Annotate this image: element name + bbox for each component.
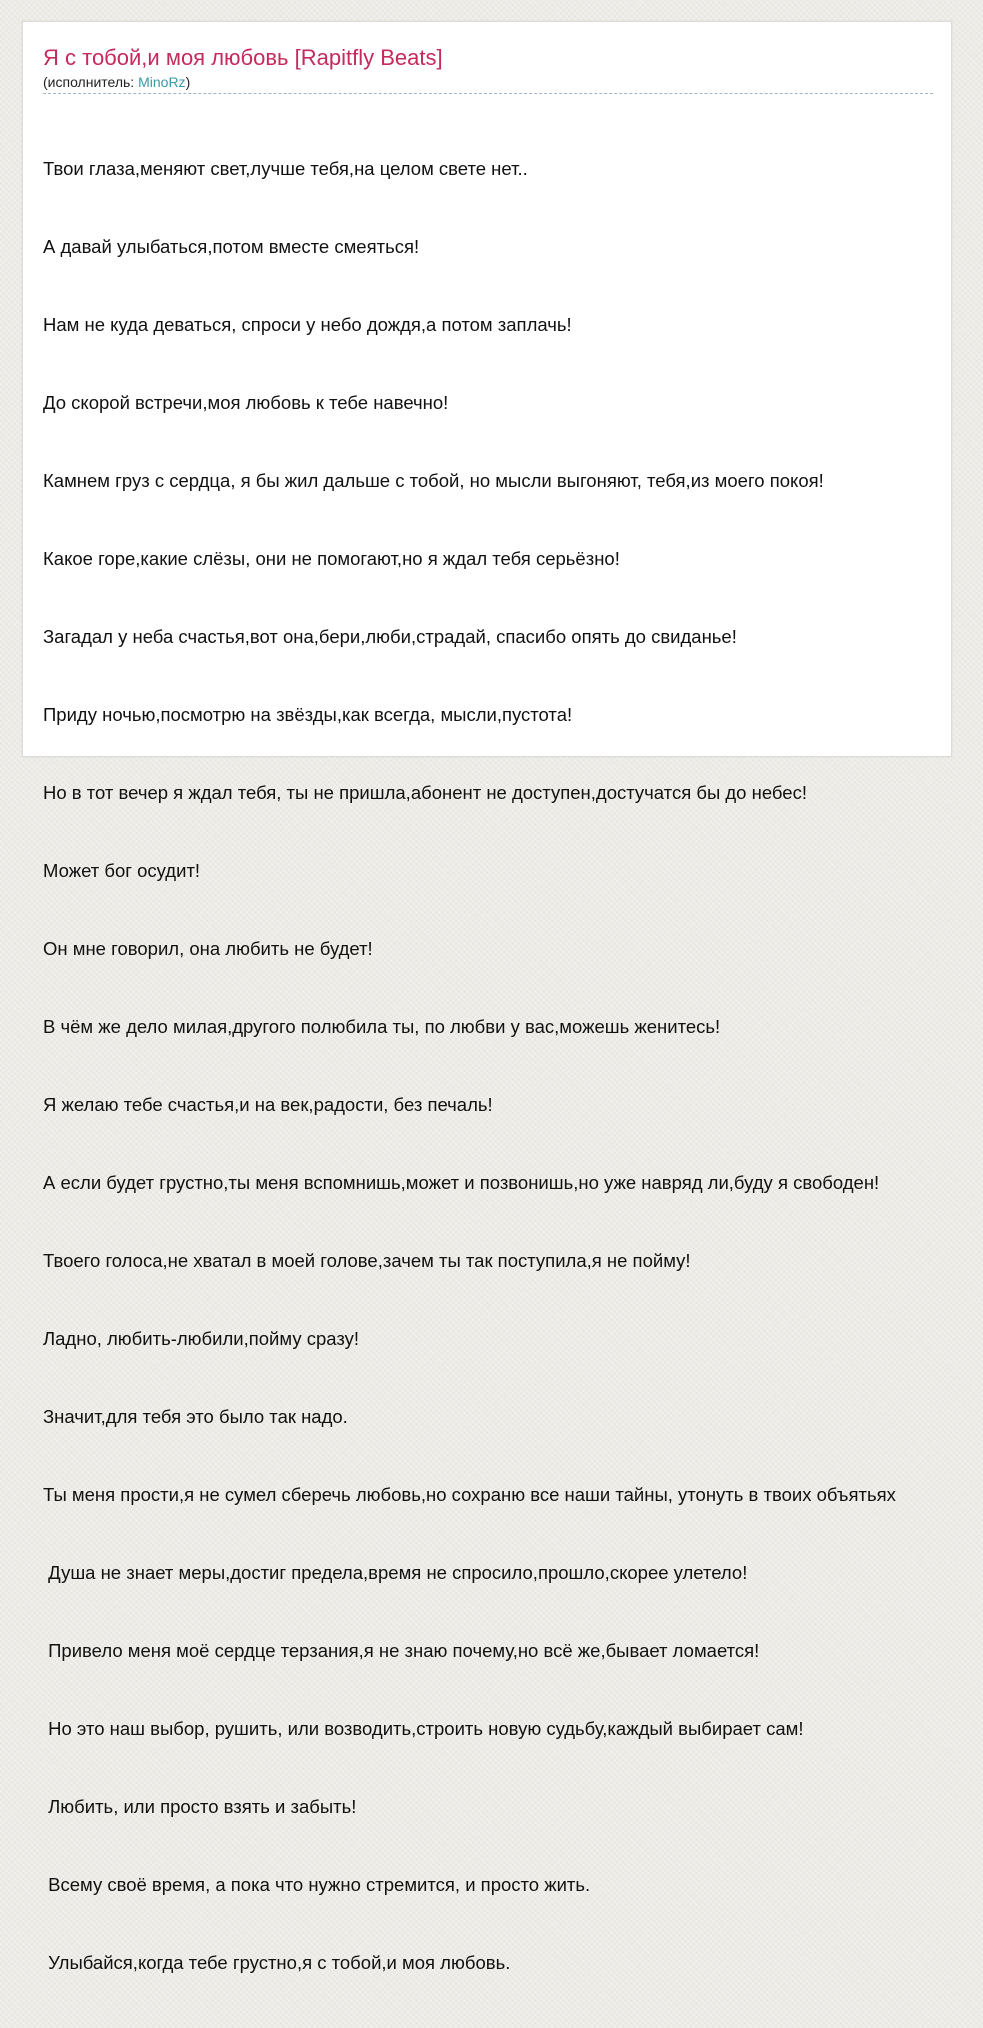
lyric-line: Любить, или просто взять и забыть! bbox=[43, 1796, 357, 1817]
lyrics-card bbox=[22, 21, 952, 1973]
lyric-line: Значит,для тебя это было так надо. bbox=[43, 1406, 348, 1427]
lyric-line: Привело меня моё сердце терзания,я не знаю почему,но всё же,бывает ломается! bbox=[43, 1640, 760, 1661]
lyric-line: Какое горе,какие слёзы, они не помогают,но я ждал тебя серьёзно! bbox=[43, 548, 620, 569]
lyric-line: Приду ночью,посмотрю на звёзды,как всегда, мысли,пустота! bbox=[43, 704, 573, 725]
lyric-line: А давай улыбаться,потом вместе смеяться! bbox=[43, 236, 420, 257]
lyric-line: Ты меня прости,я не сумел сберечь любовь,но сохраню все наши тайны, утонуть в твоих объятьях bbox=[43, 1484, 896, 1505]
artist-prefix: (исполнитель: bbox=[43, 74, 139, 90]
song-title: Я с тобой,и моя любовь [Rapitfly Beats] bbox=[43, 45, 443, 70]
lyric-line: А если будет грустно,ты меня вспомнишь,может и позвонишь,но уже навряд ли,буду я свободен! bbox=[43, 1172, 880, 1193]
artist-suffix: ) bbox=[185, 74, 191, 90]
lyric-line: Загадал у неба счастья,вот она,бери,люби,страдай, спасибо опять до свиданье! bbox=[43, 626, 737, 647]
lyric-line: До скорой встречи,моя любовь к тебе навечно! bbox=[43, 392, 449, 413]
lyric-line: Улыбайся,когда тебе грустно,я с тобой,и моя любовь. bbox=[43, 1952, 511, 1973]
lyric-line: Я желаю тебе счастья,и на век,радости, без печаль! bbox=[43, 1094, 493, 1115]
lyric-line: Нам не куда деваться, спроси у небо дождя,а потом заплачь! bbox=[43, 314, 572, 335]
lyric-line: Ладно, любить-любили,пойму сразу! bbox=[43, 1328, 359, 1349]
lyric-line: Твоего голоса,не хватал в моей голове,зачем ты так поступила,я не пойму! bbox=[43, 1250, 691, 1271]
lyric-line: Он мне говорил, она любить не будет! bbox=[43, 938, 373, 959]
song-header bbox=[43, 44, 933, 94]
lyric-line: Но это наш выбор, рушить, или возводить,строить новую судьбу,каждый выбирает сам! bbox=[43, 1718, 804, 1739]
artist-link[interactable]: MinoRz bbox=[138, 74, 186, 90]
lyric-line: Камнем груз с сердца, я бы жил дальше с тобой, но мысли выгоняют, тебя,из моего покоя! bbox=[43, 470, 824, 491]
lyric-line: В чём же дело милая,другого полюбила ты, по любви у вас,можешь женитесь! bbox=[43, 1016, 721, 1037]
lyric-line: Твои глаза,меняют свет,лучше тебя,на целом свете нет.. bbox=[43, 158, 528, 179]
lyrics-text bbox=[43, 104, 983, 2028]
lyric-line: Душа не знает меры,достиг предела,время не спросило,прошло,скорее улетело! bbox=[43, 1562, 748, 1583]
lyric-line: Может бог осудит! bbox=[43, 860, 201, 881]
lyric-line: Всему своё время, а пока что нужно стремится, и просто жить. bbox=[43, 1874, 591, 1895]
artist-line bbox=[43, 73, 933, 94]
lyric-line: Но в тот вечер я ждал тебя, ты не пришла,абонент не доступен,достучатся бы до небес! bbox=[43, 782, 807, 803]
